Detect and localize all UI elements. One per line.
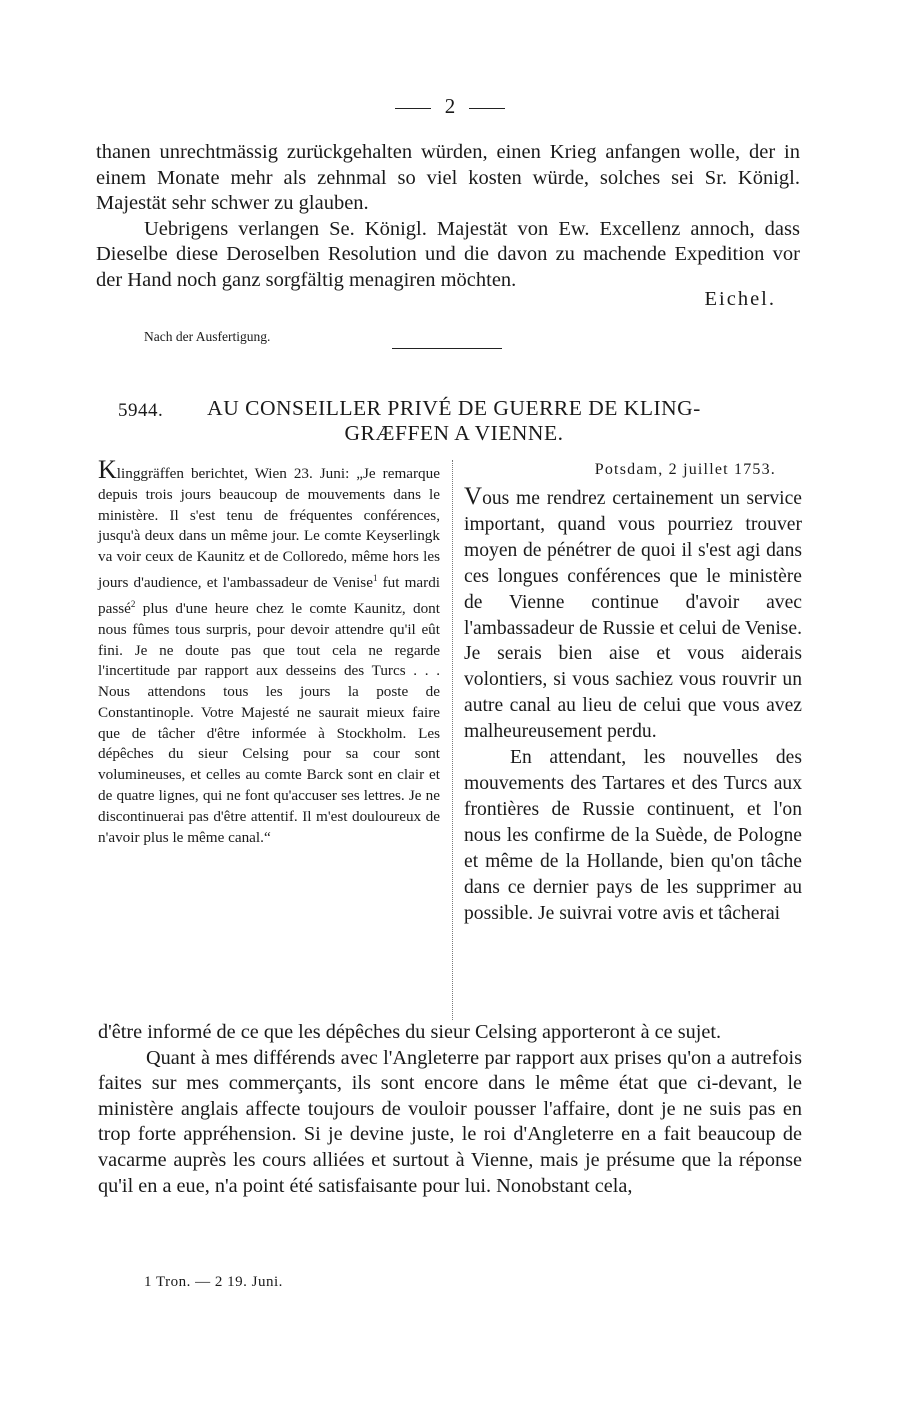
signature-row bbox=[96, 288, 800, 317]
letter-column bbox=[464, 460, 802, 926]
continuation-paragraph-1: thanen unrechtmässig zurückgehalten würden, einen Krieg anfangen wolle, der in einem Monate mehr als zehnmal so viel kosten würde, solches sei Sr. Königl. Majestät sehr schwer zu glauben. bbox=[96, 141, 800, 214]
signature: Eichel. bbox=[704, 288, 776, 310]
report-text-part-1: linggräffen berichtet, Wien 23. Juni: „Je remarque depuis trois jours beaucoup de mouvements dans le ministère. Il s'est tenu de fréquentes conférences, jusqu'à deux dans un même jour. Le comte Keyserlingk va voir ceux de Kaunitz et de Colloredo, même hors les jours d'audience, et l'ambassadeur de Venise bbox=[98, 465, 440, 592]
document-number: 5944. bbox=[118, 400, 164, 421]
report-column bbox=[98, 455, 441, 848]
header-dash-left bbox=[395, 108, 431, 109]
document-title-line-2: GRÆFFEN A VIENNE. bbox=[344, 421, 564, 445]
letter-paragraph-1 bbox=[464, 484, 802, 745]
footnote: 1 Tron. — 2 19. Juni. bbox=[144, 1274, 283, 1290]
report-text-part-3: plus d'une heure chez le comte Kaunitz, dont nous fûmes tous surpris, pour devoir attendre qu'il eût fini. Je ne doute pas que tout cela ne regarde l'incertitude par rapport aux desseins des Turcs . . . Nous attendons tous les jours la poste de Constantinople. Votre Majesté ne saurait mieux faire que de tâcher d'être informée à Stockholm. Les dépêches du sieur Celsing pour sa cour sont volumineuses, et celles au comte Barck sont en clair et de quatre lignes, qui ne font qu'accuser ses lettres. Je ne discontinuerai pas d'être attentif. Il m'est douloureux de n'avoir plus le même canal.“ bbox=[98, 599, 440, 846]
letter-paragraph-1-text: ous me rendrez certainement un service important, quand vous pourriez trouver moyen de pénétrer de quoi il s'est agi dans ces longues conférences que le ministère de Vienne continue d'avoir avec l'ambassadeur de Russie et celui de Venise. Je serais bien aise et vous aiderais volontiers, si vous sachiez vous rouvrir un autre canal au lieu de celui que vous avez malheureusement perdu. bbox=[464, 488, 802, 743]
page-number: 2 bbox=[444, 94, 456, 118]
document-title-line-1: AU CONSEILLER PRIVÉ DE GUERRE DE KLING- bbox=[207, 396, 701, 420]
continuation-paragraph-2: Uebrigens verlangen Se. Königl. Majestät von Ew. Excellenz annoch, dass Dieselbe diese Deroselben Resolution und die davon zu machende Expedition vor der Hand noch ganz sorgfältig menagiren möchten. bbox=[96, 217, 800, 291]
footnote-ref-1: 1 bbox=[372, 572, 378, 583]
column-divider bbox=[452, 460, 453, 1020]
footnote-ref-2: 2 bbox=[130, 598, 136, 609]
letter-initial: V bbox=[464, 483, 483, 510]
report-initial: K bbox=[98, 455, 117, 484]
full-paragraph-1: d'être informé de ce que les dépêches du sieur Celsing apporteront à ce sujet. bbox=[98, 1021, 722, 1043]
full-width-text bbox=[98, 1020, 802, 1199]
letter-paragraph-2: En attendant, les nouvelles des mouvements des Tartares et des Turcs aux frontières de Russie continuent, et l'on nous les confirme de la Suède, de Pologne et même de la Hollande, bien qu'on tâche dans ce dernier pays de les supprimer au possible. Je suivrai votre avis et tâcherai bbox=[464, 747, 802, 924]
full-paragraph-2: Quant à mes différends avec l'Angleterre par rapport aux prises qu'on a autrefois faites sur mes commerçants, ils sont encore dans le même état que ci-devant, le ministère anglais affecte toujours de vouloir pousser l'affaire, dont je ne suis pas en trop forte appréhension. Si je devine juste, le roi d'Angleterre en a fait beaucoup de vacarme auprès les cours alliées et surtout à Vienne, mais je présume que la réponse qu'il en a eue, n'a point été satisfaisante pour lui. Nonobstant cela, bbox=[98, 1046, 802, 1197]
document-heading bbox=[118, 396, 790, 446]
page-header bbox=[0, 94, 900, 119]
section-rule bbox=[392, 348, 502, 349]
continuation-text bbox=[96, 140, 800, 317]
header-dash-right bbox=[469, 108, 505, 109]
report-text bbox=[98, 455, 441, 848]
source-note: Nach der Ausfertigung. bbox=[144, 329, 271, 344]
dateline: Potsdam, 2 juillet 1753. bbox=[594, 461, 776, 478]
report-text-part-2: fut mardi passé bbox=[98, 574, 441, 617]
